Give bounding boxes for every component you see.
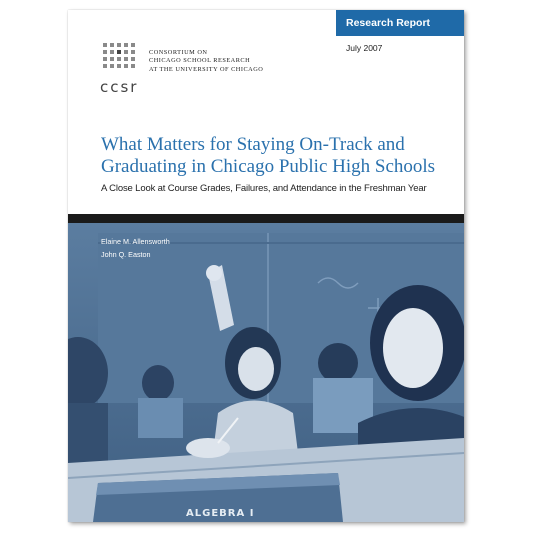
report-title: [101, 134, 451, 178]
org-line-3: AT THE UNIVERSITY OF CHICAGO: [149, 65, 264, 73]
report-type-tab: Research Report: [336, 10, 464, 36]
author-1: Elaine M. Allensworth: [101, 237, 170, 246]
ccsr-logo-icon: [103, 43, 137, 77]
ccsr-logo-text: ccsr: [100, 78, 139, 96]
report-date: July 2007: [346, 43, 383, 53]
report-cover: [68, 10, 464, 522]
classroom-photo: [68, 223, 464, 522]
authors: [101, 236, 170, 261]
organization-name: [149, 49, 263, 74]
org-line-2: CHICAGO SCHOOL RESEARCH: [149, 57, 251, 65]
org-line-1: CONSORTIUM ON: [149, 49, 208, 56]
report-subtitle: A Close Look at Course Grades, Failures, and Attendance in the Freshman Year: [101, 183, 427, 194]
title-line-2: Graduating in Chicago Public High Schools: [101, 156, 436, 177]
divider-bar: [68, 214, 464, 223]
book-title-text: ALGEBRA I: [186, 508, 255, 519]
title-line-1: What Matters for Staying On-Track and: [101, 134, 405, 155]
author-2: John Q. Easton: [101, 249, 151, 259]
